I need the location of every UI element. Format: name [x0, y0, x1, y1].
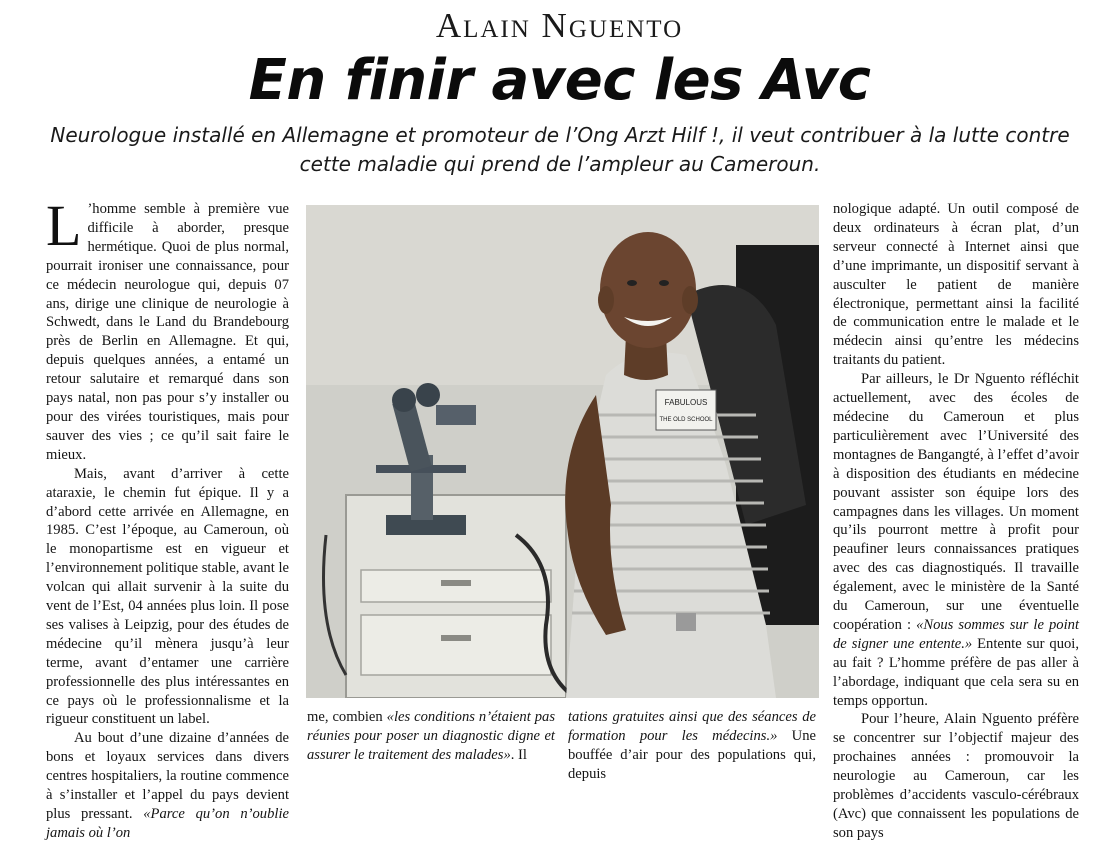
paragraph-3-text: Au bout d’une dizaine d’années de bons et loyaux services dans divers centres hospitaliers, la routine commence à s’installer et l’appel du pays devient plus pressant.: [46, 730, 289, 822]
column-2-text-end: . Il: [510, 746, 527, 763]
column-4-paragraph-2: [833, 370, 1079, 710]
column-4-p2-text-end: Entente sur quoi, au fait ? L’homme préfère de pas aller à l’abordage, indiquant que cela sera su en temps opportun.: [833, 635, 1079, 709]
column-2-paragraph: [307, 708, 555, 765]
article-title: En finir avec les Avc: [248, 48, 871, 113]
column-3-text: Une bouffée d’air pour des populations qui, depuis: [568, 727, 816, 782]
drop-cap: L: [46, 193, 82, 258]
column-4-p2-quote: «Nous sommes sur le point de signer une entente.»: [833, 616, 1079, 652]
column-2-text: me, combien: [307, 709, 387, 725]
column-1: [46, 193, 289, 843]
kicker: Alain Nguento: [435, 6, 684, 45]
paragraph-3: [46, 729, 289, 842]
column-3: [568, 708, 816, 784]
column-2: [307, 708, 555, 765]
paragraph-3-quote: «Parce qu’on n’oublie jamais où l’on: [46, 806, 289, 841]
column-3-quote: tations gratuites ainsi que des séances de formation pour les médecins.»: [568, 709, 816, 744]
column-4: [833, 200, 1079, 843]
column-2-quote: «les conditions n’étaient pas réunies pour poser un diagnostic digne et assurer le traitement des malades»: [307, 709, 555, 763]
lead-paragraph: Neurologue installé en Allemagne et promoteur de l’Ong Arzt Hilf !, il veut contribuer à la lutte contre cette maladie qui prend de l’ampleur au Cameroun.: [50, 123, 1070, 176]
paragraph-1: [46, 193, 289, 465]
column-4-paragraph-1: nologique adapté. Un outil composé de deux ordinateurs à écran plat, d’un serveur connecté à Internet ainsi que d’une imprimante, un dispositif servant à ausculter le patient de manière électronique, permettant ainsi la facilité de communication entre le malade et le médecin ainsi qu’entre les médecins traitants du patient.: [833, 201, 1079, 369]
paragraph-1-text: ’homme semble à première vue difficile à aborder, presque hermétique. Quoi de plus normal, pourrait ironiser une connaissance, pour ce médecin neurologue qui, depuis 07 ans, dirige une clinique de neurologie à Schwedt, dans le Land du Brandebourg près de Berlin en Allemagne. Et qui, depuis quelques années, a entamé un retour salutaire et remarqué dans son pays natal, non pas pour s’y installer ou pour des virées touristiques, mais pour sauver des vies ; ce qu’il sait faire le mieux.: [46, 201, 289, 463]
paragraph-2: Mais, avant d’arriver à cette ataraxie, le chemin fut épique. Il y a d’abord cette arrivée en Allemagne, en 1985. C’est l’époque, au Cameroun, où le monopartisme est en vigueur et l’environnement politique stable, avant le volcan qui allait survenir à la suite du vent de l’Est, 04 années plus loin. Il pose ses valises à Leipzig, pour des études de médecine qu’il mènera jusqu’à leur terme, avant d’entamer une carrière professionnelle des plus intéressantes en ce pays où le professionnalisme et la rigueur constituent un label.: [46, 465, 289, 728]
shirt-print-top: FABULOUS: [664, 398, 708, 407]
shirt-print-bottom: THE OLD SCHOOL: [659, 417, 713, 423]
column-3-paragraph: [568, 708, 816, 784]
column-4-paragraph-3: Pour l’heure, Alain Nguento préfère se concentrer sur l’objectif majeur des prochaines années : promouvoir la neurologie au Cameroun, car les problèmes d’accidents vasculo-cérébraux (Avc) que connaissent les populations de son pays: [833, 711, 1079, 841]
column-4-p2-text: Par ailleurs, le Dr Nguento réfléchit actuellement, avec des écoles de médecine du Cameroun et plus particulièrement avec l’Université des montagnes de Bangangté, à l’effet d’avoir à disposition des étudiants en médecine pouvant assister son équipe lors des campagnes dans les villages. Un moment qu’ils pourront mettre à profit pour peaufiner leurs connaissances pratiques avec des cas diagnostiqués. Il travaille également, avec le ministère de la Santé du Cameroun, sur une éventuelle coopération :: [833, 371, 1079, 633]
portrait-photo: [306, 205, 819, 698]
